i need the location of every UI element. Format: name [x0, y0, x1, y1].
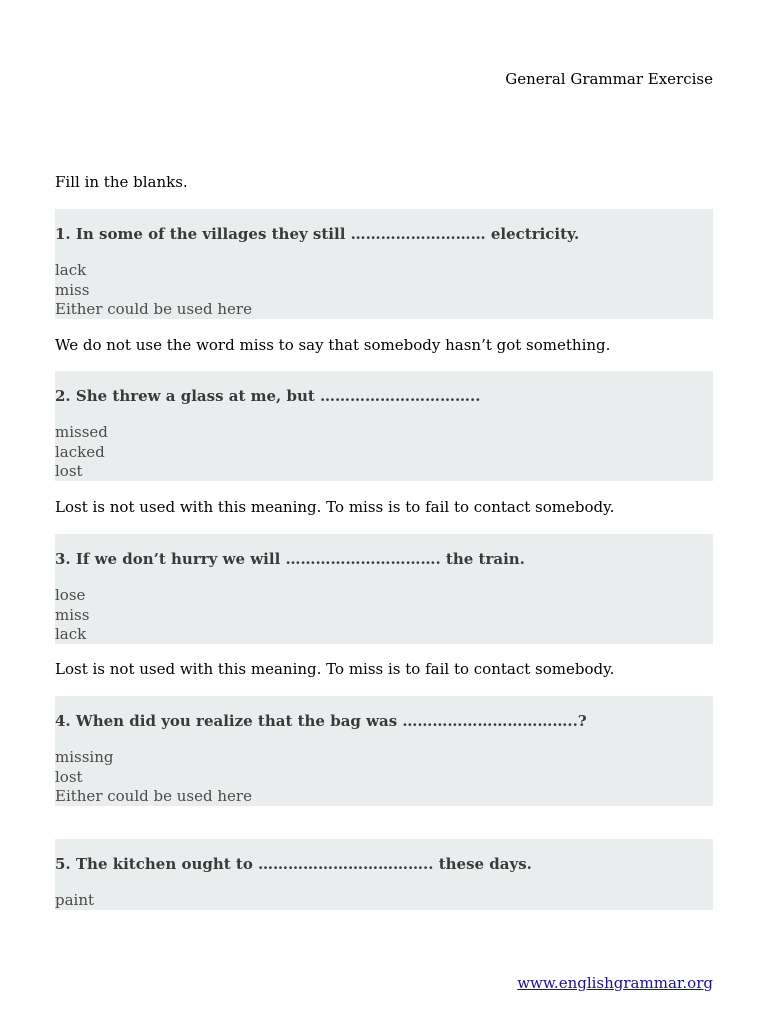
- question-4-box: [55, 696, 713, 806]
- question-5-box: [55, 839, 713, 910]
- question-4-option-2[interactable]: lost: [55, 767, 83, 786]
- question-1-text: 1. In some of the villages they still ……………………… electricity.: [55, 225, 580, 243]
- question-2-option-1[interactable]: missed: [55, 423, 108, 441]
- question-3-options: [55, 586, 89, 645]
- question-5-options: [55, 891, 94, 911]
- question-3-explanation: Lost is not used with this meaning. To miss is to fail to contact somebody.: [55, 660, 615, 678]
- question-5-option-1[interactable]: paint: [55, 891, 95, 909]
- question-2-explanation: Lost is not used with this meaning. To miss is to fail to contact somebody.: [55, 498, 615, 516]
- question-1-option-2[interactable]: miss: [55, 280, 90, 299]
- question-4-text: 4. When did you realize that the bag was ……………………………..?: [55, 712, 587, 730]
- question-2-text: 2. She threw a glass at me, but …………………………..: [55, 387, 481, 405]
- question-2-box: [55, 371, 713, 481]
- question-3-option-1[interactable]: lose: [55, 586, 86, 604]
- question-3-text: 3. If we don’t hurry we will …………………………. the train.: [55, 550, 525, 568]
- question-3-option-3[interactable]: lack: [55, 625, 87, 643]
- question-3-box: [55, 534, 713, 644]
- question-1-option-3[interactable]: Either could be used here: [55, 300, 252, 318]
- question-5-text: 5. The kitchen ought to …………………………….. these days.: [55, 855, 532, 873]
- question-2-options: [55, 423, 108, 482]
- question-4-options: [55, 748, 252, 807]
- question-3-option-2[interactable]: miss: [55, 605, 90, 624]
- question-4-option-3[interactable]: Either could be used here: [55, 787, 252, 805]
- page-header-title: General Grammar Exercise: [505, 70, 713, 88]
- question-1-box: [55, 209, 713, 319]
- question-1-explanation: We do not use the word miss to say that somebody hasn’t got something.: [55, 336, 611, 354]
- question-2-option-3[interactable]: lost: [55, 462, 83, 480]
- footer-website-link[interactable]: www.englishgrammar.org: [517, 974, 713, 992]
- question-2-option-2[interactable]: lacked: [55, 442, 105, 461]
- question-1-options: [55, 261, 252, 320]
- question-1-option-1[interactable]: lack: [55, 261, 87, 279]
- instructions: Fill in the blanks.: [55, 173, 188, 191]
- question-4-option-1[interactable]: missing: [55, 748, 114, 766]
